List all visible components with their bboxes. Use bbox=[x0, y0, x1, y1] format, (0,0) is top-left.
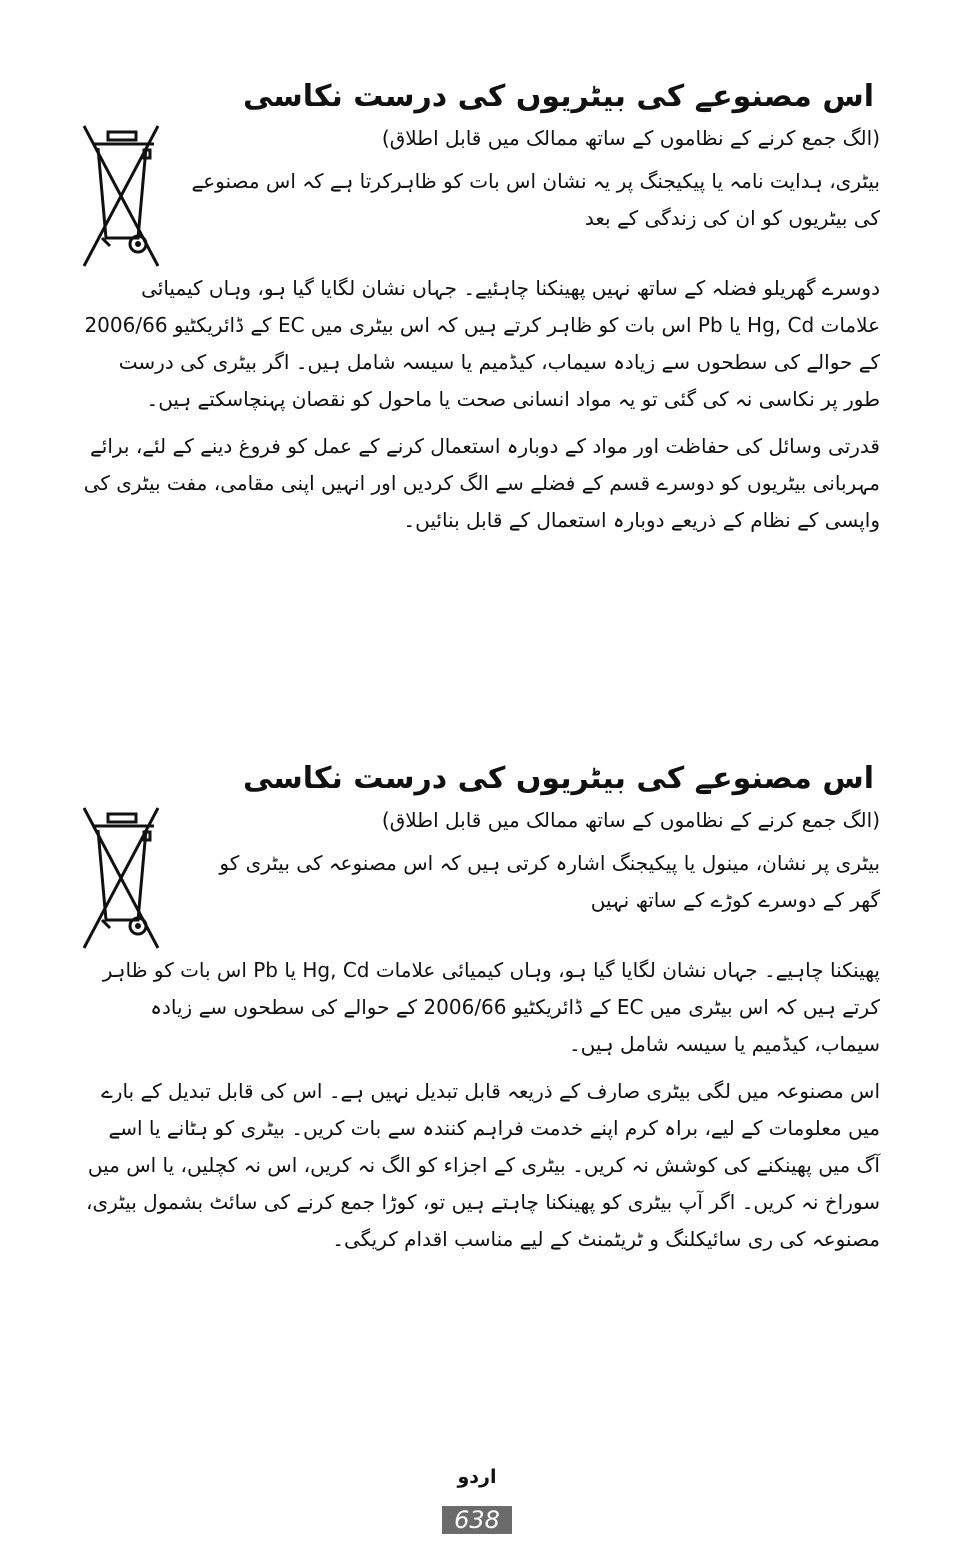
battery-disposal-section-2 bbox=[80, 756, 880, 1258]
page-number: 638 bbox=[442, 1506, 512, 1534]
battery-disposal-section-1 bbox=[80, 74, 880, 539]
body-paragraph: پھینکنا چاہیے۔ جہاں نشان لگایا گیا ہو، وہاں کیمیائی علامات Hg, Cd یا Pb اس بات کو ظاہر کرتے ہیں کہ اس بیٹری میں EC کے ڈائریکٹیو 2006/66 کے حوالے کی سطحوں سے زیادہ سیماب، کیڈمیم یا سیسہ شامل ہیں۔ bbox=[102, 958, 880, 1056]
intro-block bbox=[80, 120, 880, 270]
crossed-out-bin-icon bbox=[80, 802, 160, 952]
applicability-note: (الگ جمع کرنے کے نظاموں کے ساتھ ممالک میں قابل اطلاق) bbox=[381, 808, 880, 832]
body-paragraph: دوسرے گھریلو فضلہ کے ساتھ نہیں پھینکنا چاہئیے۔ جہاں نشان لگایا گیا ہو، وہاں کیمیائی علامات Hg, Cd یا Pb اس بات کو ظاہر کرتے ہیں کہ اس بیٹری میں EC کے ڈائریکٹیو 2006/66 کے حوالے کی سطحوں سے زیادہ سیماب، کیڈمیم یا سیسہ شامل ہیں۔ اگر بیٹری کی درست طور پر نکاسی نہ کی گئی تو یہ مواد انسانی صحت یا ماحول کو نقصان پہنچاسکتے ہیں۔ bbox=[84, 276, 880, 411]
intro-paragraph: بیٹری پر نشان، مینول یا پیکیجنگ اشارہ کرتی ہیں کہ اس مصنوعہ کی بیٹری کو گھر کے دوسرے کوڑے کے ساتھ نہیں bbox=[219, 851, 880, 912]
footer-language-label: اردو bbox=[457, 1466, 497, 1488]
applicability-note: (الگ جمع کرنے کے نظاموں کے ساتھ ممالک میں قابل اطلاق) bbox=[381, 126, 880, 150]
body-paragraph: اس مصنوعہ میں لگی بیٹری صارف کے ذریعہ قابل تبدیل نہیں ہے۔ اس کی قابل تبدیل کے بارے میں معلومات کے لیے، براہ کرم اپنے خدمت فراہم کنندہ سے بات کریں۔ بیٹری کو ہٹانے یا اسے آگ میں پھینکنے کی کوشش نہ کریں۔ بیٹری کے اجزاء کو الگ نہ کریں، اس نہ کچلیں، یا اس میں سوراخ نہ کریں۔ اگر آپ بیٹری کو پھینکنا چاہتے ہیں تو، کوڑا جمع کرنے کی سائٹ بشمول بیٹری، مصنوعہ کی ری سائیکلنگ و ٹریٹمنٹ کے لیے مناسب اقدام کریگی۔ bbox=[86, 1079, 880, 1251]
body-paragraph: قدرتی وسائل کی حفاظت اور مواد کے دوبارہ استعمال کرنے کے عمل کو فروغ دینے کے لئے، برائے مہربانی بیٹریوں کو دوسرے قسم کے فضلے سے الگ کردیں اور انہیں اپنی مقامی، مفت بیٹری کی واپسی کے نظام کے ذریعے دوبارہ استعمال کے قابل بنائیں۔ bbox=[83, 434, 880, 532]
section-heading: اس مصنوعے کی بیٹریوں کی درست نکاسی bbox=[242, 761, 874, 796]
section-heading: اس مصنوعے کی بیٹریوں کی درست نکاسی bbox=[242, 79, 874, 114]
intro-paragraph: بیٹری، ہدایت نامہ یا پیکیجنگ پر یہ نشان اس بات کو ظاہرکرتا ہے کہ اس مصنوعے کی بیٹریوں کو ان کی زندگی کے بعد bbox=[191, 169, 880, 230]
crossed-out-bin-icon bbox=[80, 120, 160, 270]
intro-block bbox=[80, 802, 880, 952]
